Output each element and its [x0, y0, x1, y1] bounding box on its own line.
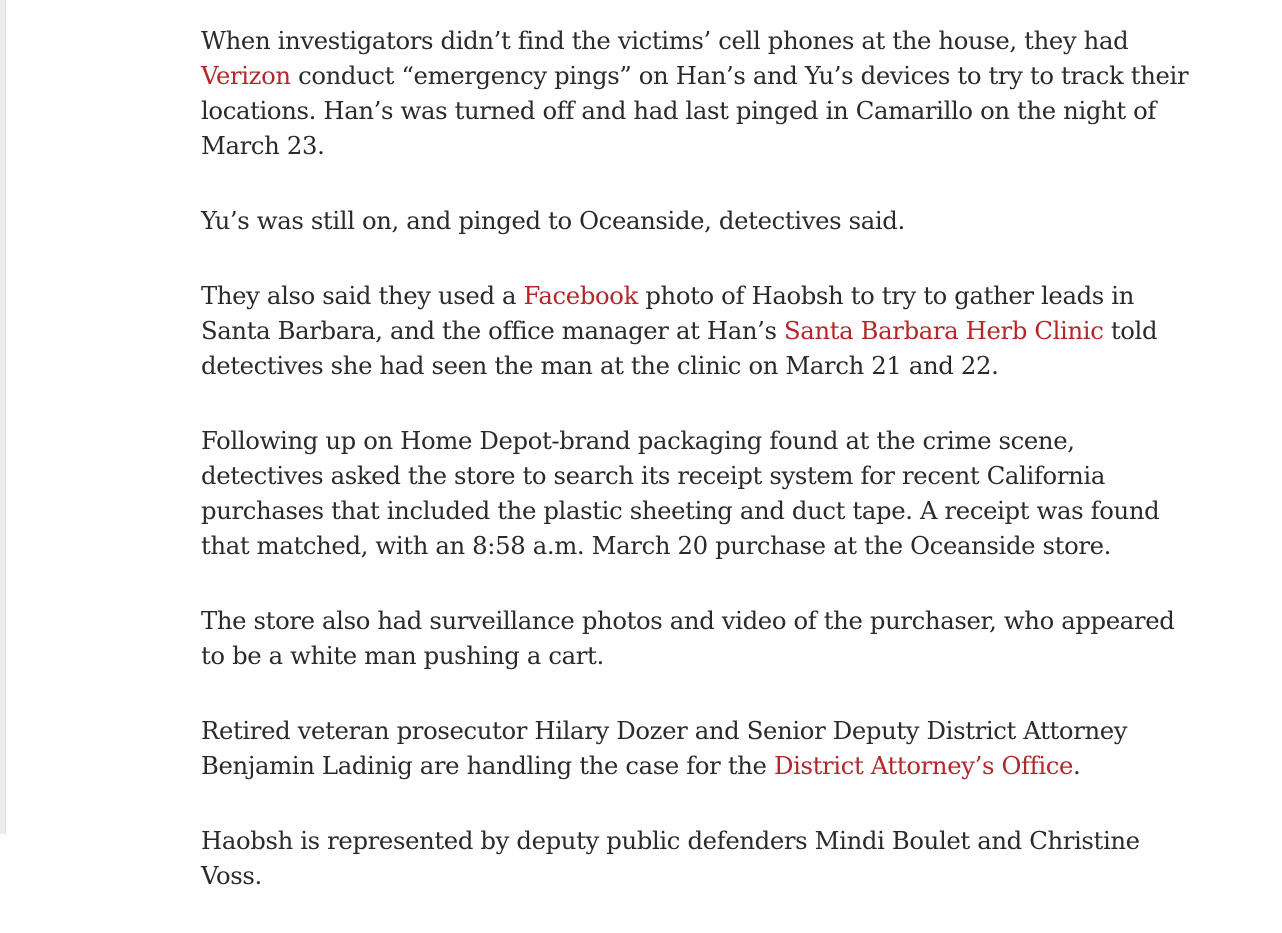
article-paragraph [201, 23, 1191, 163]
article-paragraph [201, 203, 1191, 238]
facebook-link[interactable]: Facebook [523, 281, 638, 310]
paragraph-text: When investigators didn’t find the victims’ cell phones at the house, they had [201, 26, 1129, 55]
paragraph-text: told detectives she had seen the man at the clinic on March 21 and 22. [201, 316, 1158, 380]
article-paragraph [201, 423, 1191, 563]
paragraph-text: The store also had surveillance photos and video of the purchaser, who appeared to be a white man pushing a cart. [201, 606, 1175, 670]
paragraph-text: . [1073, 751, 1081, 780]
article-paragraph [201, 823, 1191, 893]
paragraph-text: Yu’s was still on, and pinged to Oceanside, detectives said. [201, 206, 905, 235]
paragraph-text: Retired veteran prosecutor Hilary Dozer and Senior Deputy District Attorney Benjamin Ladinig are handling the case for the [201, 716, 1128, 780]
article-body [201, 23, 1191, 933]
paragraph-text: photo of Haobsh to try to gather leads in Santa Barbara, and the office manager at Han’s [201, 281, 1135, 345]
paragraph-text: conduct “emergency pings” on Han’s and Yu’s devices to try to track their locations. Han’s was turned off and had last pinged in Camarillo on the night of March 23. [201, 61, 1189, 160]
santa-barbara-herb-clinic-link[interactable]: Santa Barbara Herb Clinic [784, 316, 1104, 345]
district-attorneys-office-link[interactable]: District Attorney’s Office [773, 751, 1074, 780]
article-paragraph [201, 713, 1191, 783]
paragraph-text: Haobsh is represented by deputy public defenders Mindi Boulet and Christine Voss. [201, 826, 1140, 890]
paragraph-text: They also said they used a [201, 281, 524, 310]
paragraph-text: Following up on Home Depot-brand packaging found at the crime scene, detectives asked the store to search its receipt system for recent California purchases that included the plastic sheeting and duct tape. A receipt was found that matched, with an 8:58 a.m. March 20 purchase at the Oceanside store. [201, 426, 1160, 560]
article-paragraph [201, 603, 1191, 673]
left-margin-rule [0, 0, 6, 834]
article-paragraph [201, 278, 1191, 383]
verizon-link[interactable]: Verizon [201, 61, 291, 90]
